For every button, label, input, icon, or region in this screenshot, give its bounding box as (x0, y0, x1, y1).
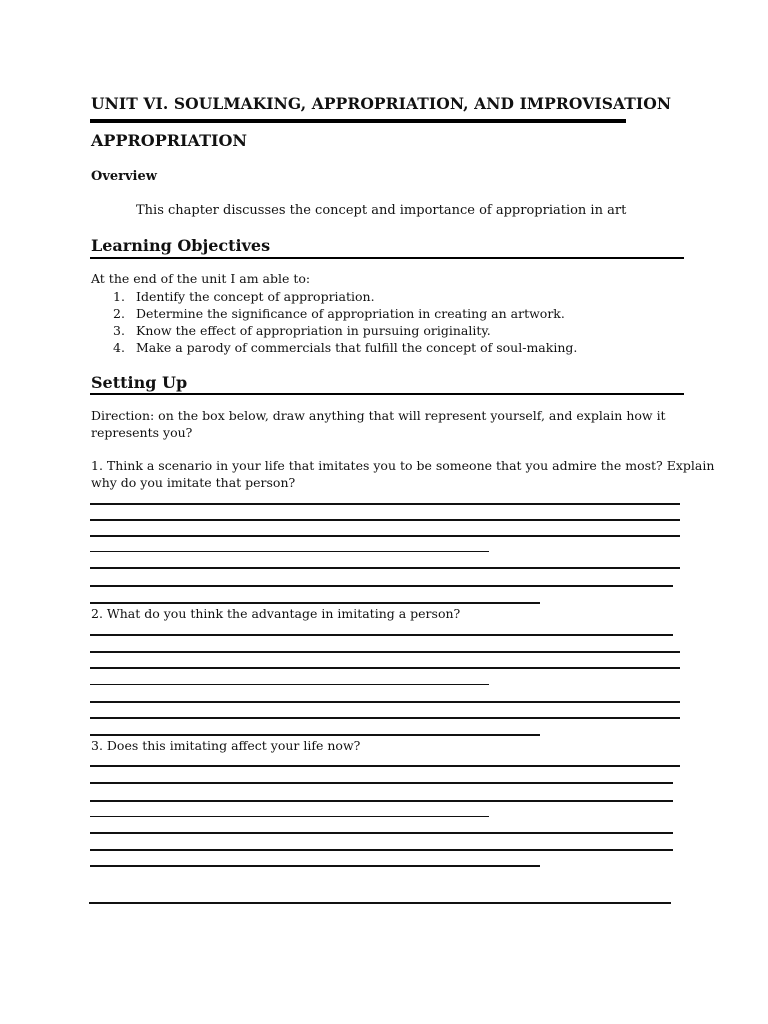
objectives-list (91, 288, 577, 356)
overview-heading: Overview (91, 169, 157, 184)
answer-line[interactable] (90, 651, 680, 653)
list-number: 4. (113, 340, 125, 355)
answer-line[interactable] (90, 634, 673, 636)
bottom-rule (89, 902, 671, 904)
answer-line[interactable] (90, 734, 540, 736)
answer-line[interactable] (90, 832, 673, 834)
answer-line[interactable] (90, 585, 673, 587)
learning-objectives-rule (90, 257, 684, 259)
setting-up-heading: Setting Up (91, 373, 188, 392)
answer-line[interactable] (90, 567, 680, 569)
answer-line[interactable] (90, 717, 680, 719)
answer-line[interactable] (90, 849, 673, 851)
list-item-text: Identify the concept of appropriation. (136, 289, 375, 304)
overview-text: This chapter discusses the concept and importance of appropriation in art (136, 203, 627, 218)
list-item-text: Know the effect of appropriation in pursuing originality. (136, 323, 491, 338)
setting-up-rule (90, 393, 684, 395)
direction-text (91, 407, 666, 441)
list-item-text: Determine the significance of appropriation in creating an artwork. (136, 306, 565, 321)
learning-objectives-intro: At the end of the unit I am able to: (91, 271, 311, 286)
title-underline (90, 119, 626, 123)
question-line: 1. Think a scenario in your life that imitates you to be someone that you admire the most? Explain (91, 458, 715, 473)
answer-line[interactable] (90, 519, 680, 521)
list-item-text: Make a parody of commercials that fulfill the concept of soul-making. (136, 340, 578, 355)
answer-line[interactable] (90, 551, 489, 552)
list-item (91, 305, 577, 322)
answer-line[interactable] (90, 503, 680, 505)
question-1 (91, 457, 714, 491)
question-3: 3. Does this imitating affect your life now? (91, 738, 361, 753)
list-number: 2. (113, 306, 125, 321)
section-title: APPROPRIATION (91, 131, 248, 150)
answer-line[interactable] (90, 865, 540, 867)
answer-line[interactable] (90, 602, 540, 604)
answer-line[interactable] (90, 667, 680, 669)
unit-title: UNIT VI. SOULMAKING, APPROPRIATION, AND IMPROVISATION (91, 94, 672, 113)
answer-line[interactable] (90, 816, 489, 817)
list-number: 1. (113, 289, 125, 304)
answer-line[interactable] (90, 765, 680, 767)
answer-line[interactable] (90, 701, 680, 703)
list-number: 3. (113, 323, 125, 338)
learning-objectives-heading: Learning Objectives (91, 236, 271, 255)
answer-line[interactable] (90, 684, 489, 685)
list-item (91, 322, 577, 339)
direction-line: Direction: on the box below, draw anything that will represent yourself, and explain how it (91, 408, 666, 423)
question-2: 2. What do you think the advantage in imitating a person? (91, 606, 461, 621)
answer-line[interactable] (90, 800, 673, 802)
list-item (91, 288, 577, 305)
list-item (91, 339, 577, 356)
answer-line[interactable] (90, 782, 673, 784)
direction-line: represents you? (91, 425, 193, 440)
question-line: why do you imitate that person? (91, 475, 296, 490)
answer-line[interactable] (90, 535, 680, 537)
